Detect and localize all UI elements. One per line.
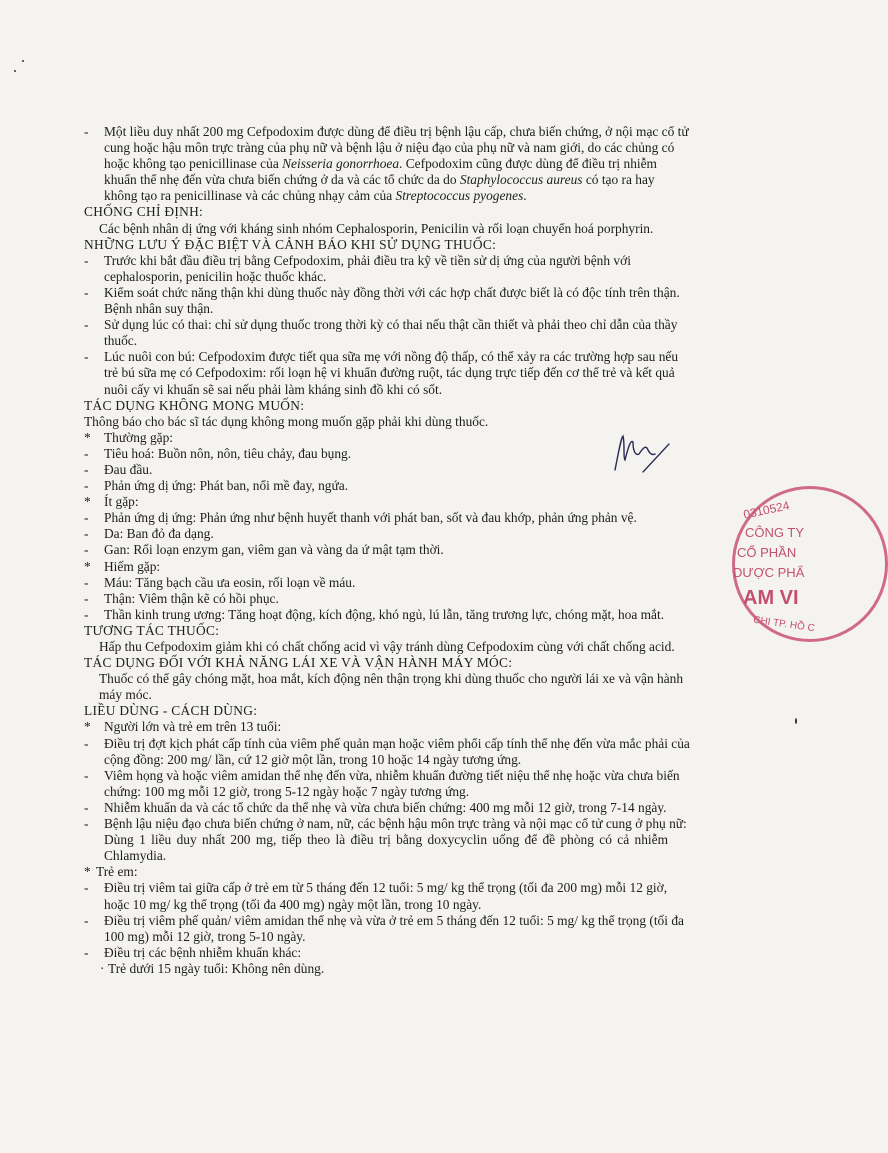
- list-marker: -: [84, 510, 89, 526]
- list-item-text: Trước khi bắt đầu điều trị bằng Cefpodoxim, phải điều tra kỹ về tiền sử dị ứng của người bệnh với: [104, 252, 631, 268]
- list-marker: -: [84, 317, 89, 333]
- list-item-text: Điều trị các bệnh nhiễm khuẩn khác:: [104, 944, 302, 960]
- list-marker: -: [84, 606, 89, 622]
- list-marker: -: [84, 944, 89, 960]
- list-marker: -: [84, 445, 89, 461]
- list-item: [84, 719, 760, 735]
- list-item: [84, 526, 760, 542]
- list-item: [84, 800, 760, 816]
- list-item: [84, 478, 760, 494]
- list-marker: -: [84, 252, 89, 268]
- section-heading: CHỐNG CHỈ ĐỊNH:: [84, 204, 204, 220]
- list-item: [84, 945, 760, 961]
- list-marker: -: [84, 880, 89, 896]
- list-item: [84, 285, 760, 301]
- list-item: [84, 607, 760, 623]
- list-marker: -: [84, 349, 89, 365]
- list-marker: -: [84, 461, 89, 477]
- text-line: nuôi cấy vi khuẩn sẽ sai nếu phải làm kháng sinh đồ khi có sốt.: [104, 381, 443, 397]
- text-line: máy móc.: [99, 687, 152, 703]
- italic-term: Streptococcus pyogenes: [395, 188, 524, 204]
- list-item: [84, 317, 760, 333]
- text-line: hoặc 10 mg/ kg thể trọng (tối đa 400 mg) ngày một lần, trong 10 ngày.: [104, 896, 482, 912]
- text-run: khuẩn thể nhẹ đến vừa chưa biến chứng ở da và các tổ chức da do: [104, 172, 460, 188]
- text-line: Dùng 1 liều duy nhất 200 mg, tiếp theo là điều trị bằng doxycyclin uống để đề phòng có cả nhiễm: [104, 832, 668, 848]
- section-heading: TƯƠNG TÁC THUỐC:: [84, 622, 220, 638]
- text-line: [84, 188, 760, 204]
- text-line: Các bệnh nhân dị ứng với kháng sinh nhóm Cephalosporin, Penicilin và rối loạn chuyển hoá porphyrin.: [99, 220, 654, 236]
- list-item-text: Phản ứng dị ứng: Phát ban, nổi mề đay, ngứa.: [104, 478, 349, 494]
- list-item-text: Thần kinh trung ương: Tăng hoạt động, kích động, khó ngủ, lú lẫn, tăng trương lực, chóng mặt, hoa mắt.: [104, 606, 665, 622]
- list-item-text: Trẻ em:: [96, 864, 138, 880]
- list-item: [84, 253, 760, 269]
- text-run: .: [523, 188, 527, 204]
- list-item: [84, 510, 760, 526]
- list-item-text: Điều trị viêm tai giữa cấp ở trẻ em từ 5 tháng đến 12 tuổi: 5 mg/ kg thể trọng (tối đa 200 mg) mỗi 12 giờ,: [104, 880, 668, 896]
- list-marker: ·: [100, 960, 105, 976]
- list-item-text: Máu: Tăng bạch cầu ưa eosin, rối loạn về máu.: [104, 574, 356, 590]
- stamp-number: 0310524: [742, 498, 791, 522]
- list-item: [84, 124, 760, 140]
- stamp-text: DƯỢC PHẨ: [733, 565, 805, 580]
- list-item: [84, 542, 760, 558]
- list-item: [84, 575, 760, 591]
- list-item-text: Tiêu hoá: Buồn nôn, nôn, tiêu chảy, đau bụng.: [104, 445, 352, 461]
- text-line: Thuốc có thể gây chóng mặt, hoa mắt, kích động nên thận trọng khi dùng thuốc cho người lái xe và vận hành: [99, 671, 684, 687]
- list-marker: *: [84, 719, 91, 735]
- section-heading: TÁC DỤNG ĐỐI VỚI KHẢ NĂNG LÁI XE VÀ VẬN HÀNH MÁY MÓC:: [84, 655, 513, 671]
- list-item: [84, 494, 760, 510]
- list-item-text: Thận: Viêm thận kẽ có hồi phục.: [104, 590, 279, 606]
- text-run: có tạo ra hay: [582, 172, 655, 188]
- list-marker: -: [84, 542, 89, 558]
- company-stamp: [732, 486, 888, 642]
- list-item: [84, 559, 760, 575]
- text-line: cộng đồng: 200 mg/ lần, cứ 12 giờ một lần, trong 10 hoặc 14 ngày tương ứng.: [104, 751, 522, 767]
- stamp-text: CHI TP. HỒ C: [752, 614, 816, 635]
- list-item-text: Da: Ban đỏ đa dạng.: [104, 526, 214, 542]
- document-body: [84, 124, 760, 977]
- italic-term: Staphylococcus aureus: [459, 172, 583, 188]
- text-line: trẻ bú sữa mẹ có Cefpodoxim: rối loạn hệ vi khuẩn đường ruột, tác dụng trực tiếp đến cơ thể trẻ và kết quả: [104, 365, 675, 381]
- italic-term: Neisseria gonorrhoea: [282, 156, 400, 172]
- text-line: Bệnh nhân suy thận.: [104, 301, 214, 317]
- list-item: [84, 880, 760, 896]
- text-line: cephalosporin, penicilin hoặc thuốc khác.: [104, 268, 327, 284]
- list-item-text: Ít gặp:: [104, 494, 139, 510]
- list-marker: -: [84, 816, 89, 832]
- text-line: 100 mg) mỗi 12 giờ, trong 5-10 ngày.: [104, 928, 306, 944]
- list-marker: -: [84, 590, 89, 606]
- list-item-text: Phản ứng dị ứng: Phản ứng như bệnh huyết thanh với phát ban, sốt và đau khớp, phản ứng phản vệ.: [104, 510, 637, 526]
- signature-icon: [605, 430, 675, 478]
- list-item-text: Lúc nuôi con bú: Cefpodoxim được tiết qua sữa mẹ với nồng độ thấp, có thể xảy ra các trường hợp sau nếu: [104, 349, 679, 365]
- stamp-text: CÔNG TY: [745, 525, 804, 540]
- text-run: không tạo ra penicillinase và các chủng nhạy cảm của: [104, 188, 396, 204]
- text-line: Chlamydia.: [104, 848, 167, 864]
- list-marker: -: [84, 574, 89, 590]
- list-marker: -: [84, 526, 89, 542]
- list-marker: *: [84, 494, 91, 510]
- text-line: Hấp thu Cefpodoxim giảm khi có chất chống acid vì vậy tránh dùng Cefpodoxim cùng với chất chống acid.: [99, 639, 675, 654]
- list-marker: *: [84, 864, 91, 880]
- list-marker: -: [84, 284, 89, 300]
- list-item: [84, 591, 760, 607]
- text-run: . Cefpodoxim cũng được dùng để điều trị nhiễm: [399, 156, 657, 172]
- list-item: [84, 864, 760, 880]
- list-item-text: Gan: Rối loạn enzym gan, viêm gan và vàng da ứ mật tạm thời.: [104, 542, 444, 558]
- text-line: Thông báo cho bác sĩ tác dụng không mong muốn gặp phải khi dùng thuốc.: [84, 413, 489, 429]
- list-item-text: Nhiễm khuẩn da và các tổ chức da thể nhẹ và vừa chưa biến chứng: 400 mg mỗi 12 giờ, trong 7-14 ngày.: [104, 799, 667, 815]
- list-item: [84, 736, 760, 752]
- list-item: [84, 913, 760, 929]
- list-marker: -: [84, 799, 89, 815]
- list-item-text: Đau đầu.: [104, 461, 153, 477]
- list-item-text: Viêm họng và hoặc viêm amidan thể nhẹ đến vừa, nhiễm khuẩn đường tiết niệu thể nhẹ hoặc vừa chưa biến: [104, 767, 680, 783]
- list-item: [84, 961, 760, 977]
- list-item-text: Điều trị viêm phế quản/ viêm amidan thể nhẹ và vừa ở trẻ em 5 tháng đến 12 tuổi: 5 mg/ kg thể trọng (tối đa: [104, 912, 684, 928]
- text-line: chứng: 100 mg mỗi 12 giờ, trong 5-12 ngày hoặc 7 ngày tương ứng.: [104, 783, 470, 799]
- stamp-text: CỔ PHẦN: [737, 545, 797, 560]
- list-marker: -: [84, 735, 89, 751]
- text-line: [84, 156, 760, 172]
- text-line: [84, 172, 760, 188]
- text-line: thuốc.: [104, 333, 138, 349]
- list-marker: *: [84, 558, 91, 574]
- section-heading: LIỀU DÙNG - CÁCH DÙNG:: [84, 703, 258, 719]
- list-item-text: Bệnh lậu niệu đạo chưa biến chứng ở nam, nữ, các bệnh hậu môn trực tràng và nội mạc cổ tử cung ở phụ nữ:: [104, 816, 687, 832]
- list-item: [84, 768, 760, 784]
- list-item-text: Hiếm gặp:: [104, 558, 161, 574]
- list-item: [84, 816, 760, 832]
- stamp-text: AM VI: [743, 587, 799, 609]
- scan-speck: [14, 70, 16, 72]
- scan-speck: [22, 60, 24, 62]
- list-item-text: Điều trị đợt kịch phát cấp tính của viêm phế quản mạn hoặc viêm phổi cấp tính thể nhẹ đến vừa mắc phải của: [104, 735, 690, 751]
- list-item-text: Trẻ dưới 15 ngày tuổi: Không nên dùng.: [108, 960, 325, 976]
- section-heading: NHỮNG LƯU Ý ĐẶC BIỆT VÀ CẢNH BÁO KHI SỬ DỤNG THUỐC:: [84, 236, 497, 252]
- text-run: hoặc không tạo penicillinase của: [104, 156, 283, 172]
- text-line: cung hoặc hậu môn trực tràng của phụ nữ và bệnh lậu ở niệu đạo của phụ nữ và nam giới, do các chủng có: [104, 140, 675, 156]
- list-item-text: Sử dụng lúc có thai: chỉ sử dụng thuốc trong thời kỳ có thai nếu thật cần thiết và phải theo chỉ dẫn của thầy: [104, 317, 678, 333]
- list-marker: *: [84, 429, 91, 445]
- list-item-text: Kiểm soát chức năng thận khi dùng thuốc này đồng thời với các hợp chất được biết là có độc tính trên thận.: [104, 284, 680, 300]
- scan-speck: [795, 718, 797, 724]
- list-marker: -: [84, 478, 89, 494]
- dash-marker: -: [84, 124, 89, 139]
- list-marker: -: [84, 767, 89, 783]
- list-item: [84, 349, 760, 365]
- list-item-text: Thường gặp:: [104, 429, 174, 445]
- text-line: Một liều duy nhất 200 mg Cefpodoxim được dùng để điều trị bệnh lậu cấp, chưa biến chứng, ở nội mạc cổ tử: [104, 124, 689, 139]
- list-marker: -: [84, 912, 89, 928]
- section-heading: TÁC DỤNG KHÔNG MONG MUỐN:: [84, 397, 305, 413]
- list-item-text: Người lớn và trẻ em trên 13 tuổi:: [104, 719, 282, 735]
